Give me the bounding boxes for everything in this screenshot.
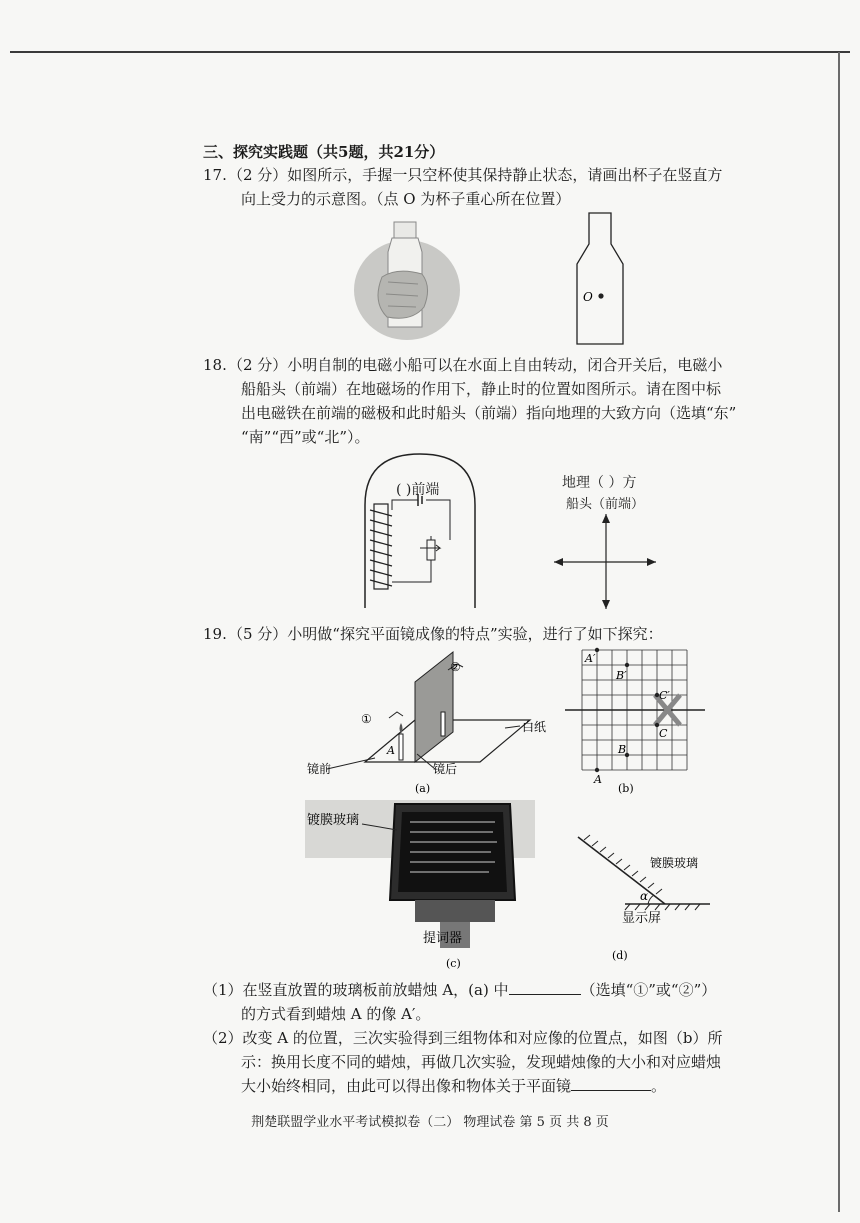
figure-a-caption: (a) [415,782,431,795]
boat-head-label: 船头（前端） [566,497,645,512]
figure-d-caption: (d) [612,949,628,962]
q19-sub1-line1 [203,978,716,1002]
page-right-edge [838,52,840,1212]
q17-hand-cup-photo [352,212,462,342]
q18-direction-axes [550,512,660,612]
center-of-gravity-point [598,293,603,298]
geo-direction-label: 地理（ ）方 [562,475,637,491]
point-a-label: A [594,773,602,786]
page-top-rule [10,51,850,53]
q19-sub1-options: （选填“①”或“②”） [580,981,717,999]
eye-position-2: ② [450,660,461,674]
q19-sub2-line3 [241,1074,666,1098]
q17-cup-diagram [574,212,626,346]
q19-number: 19. [203,625,227,643]
teleprompter-label: 提词器 [423,931,463,946]
q18-text-line3: 出电磁铁在前端的磁极和此时船头（前端）指向地理的大致方向（选填“东” [241,404,737,422]
behind-mirror-label: 镜后 [433,762,458,776]
q19-sub1-text: （1）在竖直放置的玻璃板前放蜡烛 A，(a) 中 [203,981,509,999]
q19-sub2-line1: （2）改变 A 的位置，三次实验得到三组物体和对应像的位置点，如图（b）所 [203,1029,723,1047]
section-title: 三、探究实践题（共5题，共21分） [203,143,445,161]
q19-figure-c-teleprompter [305,800,535,975]
figure-d-glass-label: 镀膜玻璃 [650,856,699,870]
q17-number: 17. [203,166,227,184]
q19-figure-b-grid [560,645,710,795]
point-b-label: B [618,743,627,756]
q18-text-line2: 船船头（前端）在地磁场的作用下，静止时的位置如图所示。请在图中标 [241,380,722,398]
q19-sub1-answer-blank[interactable] [509,978,581,995]
q17-text-line2: 向上受力的示意图。（点 O 为杯子重心所在位置） [241,190,571,208]
q17-text-line1: （2 分）如图所示，手握一只空杯使其保持静止状态，请画出杯子在竖直方 [228,166,723,184]
q19-intro: （5 分）小明做“探究平面镜成像的特点”实验，进行了如下探究： [228,625,663,643]
q18-number: 18. [203,356,227,374]
q19-figure-d [570,832,720,967]
q18-text-line1: （2 分）小明自制的电磁小船可以在水面上自由转动，闭合开关后，电磁小 [228,356,723,374]
white-paper-label: 白纸 [522,720,547,734]
q19-sub2-line2: 示：换用长度不同的蜡烛，再做几次实验，发现蜡烛像的大小和对应蜡烛 [241,1053,722,1071]
boat-front-label: ( )前端 [396,482,440,498]
q19-sub2-end: 。 [651,1077,667,1095]
q19-sub2-text: 大小始终相同，由此可以得出像和物体关于平面镜 [241,1077,572,1095]
candle-a-label: A [387,744,395,757]
point-c-prime-label: C′ [659,689,670,702]
point-b-prime-label: B′ [616,669,627,682]
display-screen-label: 显示屏 [622,911,662,926]
q19-figure-a [305,650,555,800]
q18-electromagnet-boat [360,450,480,610]
figure-c-glass-label: 镀膜玻璃 [307,813,360,828]
eye-position-1: ① [361,712,372,726]
page-footer: 荆楚联盟学业水平考试模拟卷（二） 物理试卷 第 5 页 共 8 页 [251,1115,609,1130]
point-o-label: O [583,290,593,304]
figure-b-caption: (b) [618,782,634,795]
figure-c-caption: (c) [446,957,461,970]
q19-sub1-line2: 的方式看到蜡烛 A 的像 A′。 [241,1005,431,1023]
point-a-prime-label: A′ [585,652,596,665]
q19-sub2-answer-blank[interactable] [571,1074,651,1091]
q18-text-line4: “南”“西”或“北”）。 [241,428,370,446]
angle-alpha-label: α [640,889,649,903]
point-c-label: C [659,727,668,740]
front-of-mirror-label: 镜前 [307,762,332,776]
